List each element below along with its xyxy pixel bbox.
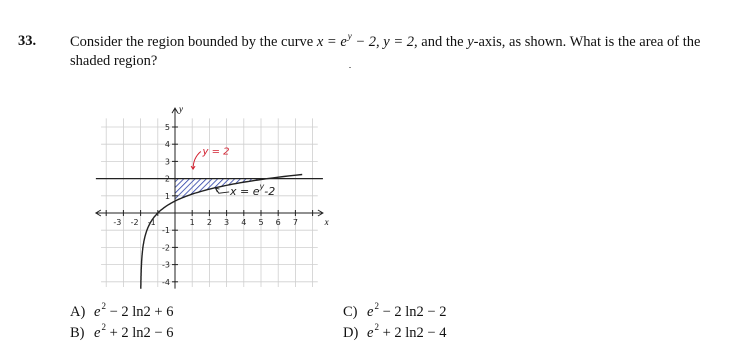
curve-equation: $x = e^y - 2$ bbox=[316, 31, 377, 50]
choice-c-text: − 2 ln2 − 2 bbox=[378, 304, 447, 320]
x-tick-label: 5 bbox=[258, 218, 264, 227]
choice-c[interactable]: C) $e^2 - 2$ ln2 − 2 bbox=[343, 301, 447, 320]
y-tick-label: 5 bbox=[164, 123, 170, 132]
choice-b[interactable]: B) $e^2 + 2$ ln2 − 6 bbox=[70, 322, 174, 341]
x-tick-label: 2 bbox=[206, 218, 212, 227]
question-text: Consider the region bounded by the curve $x = e^y - 2$, y = 2, and the y-axis, as shown. What is the area of the shaded region? bbox=[70, 31, 701, 69]
choice-a-text: − 2 ln2 + 6 bbox=[105, 304, 174, 320]
choice-b-label: B) bbox=[70, 325, 85, 341]
y-axis-label: y bbox=[179, 104, 183, 115]
x-axis-label: x bbox=[324, 217, 329, 227]
x-tick-label: 4 bbox=[241, 218, 247, 227]
x-tick-label: -3 bbox=[113, 218, 122, 227]
x-tick-label: 3 bbox=[224, 218, 230, 227]
choice-c-label: C) bbox=[343, 304, 358, 320]
stray-mark bbox=[349, 67, 351, 68]
svg-text:y = 2: y = 2 bbox=[202, 146, 230, 158]
x-tick-label: 6 bbox=[275, 218, 281, 227]
y-tick-label: 1 bbox=[164, 191, 170, 201]
choice-d[interactable]: D) $e^2 + 2$ ln2 − 4 bbox=[343, 322, 447, 341]
choice-b-text: + 2 ln2 − 6 bbox=[105, 325, 174, 341]
y-tick-label: 3 bbox=[164, 157, 170, 167]
choice-a-label: A) bbox=[70, 304, 86, 320]
line-equation: y = 2 bbox=[383, 34, 415, 50]
x-tick-label: -1 bbox=[147, 218, 156, 227]
y-tick-label: -1 bbox=[162, 226, 170, 236]
y-tick-label: -4 bbox=[162, 277, 170, 287]
grid bbox=[101, 118, 318, 287]
question-number: 33. bbox=[18, 33, 37, 49]
question-text-before: Consider the region bounded by the curve bbox=[70, 34, 317, 50]
question-text-after: -axis, as shown. What is the area of the shaded region? bbox=[70, 34, 701, 69]
annotation-line-label bbox=[191, 147, 229, 170]
choice-a[interactable]: A) $e^2 - 2$ ln2 + 6 bbox=[70, 301, 174, 320]
question-text-mid: , and the bbox=[414, 34, 468, 50]
y-tick-label: -2 bbox=[162, 243, 170, 253]
axis-word: y bbox=[467, 34, 474, 50]
y-tick-label: -3 bbox=[162, 260, 170, 270]
choice-d-label: D) bbox=[343, 325, 359, 341]
choice-d-text: + 2 ln2 − 4 bbox=[378, 325, 447, 341]
y-tick-label: 2 bbox=[164, 174, 170, 184]
x-tick-label: 7 bbox=[292, 218, 298, 227]
svg-text:x = ey-2: $x = e^y-2$ bbox=[230, 181, 276, 198]
x-tick-label: 1 bbox=[189, 218, 195, 227]
y-tick-label: 4 bbox=[164, 140, 170, 150]
region-graph bbox=[88, 76, 358, 308]
x-tick-label: -2 bbox=[130, 218, 139, 227]
